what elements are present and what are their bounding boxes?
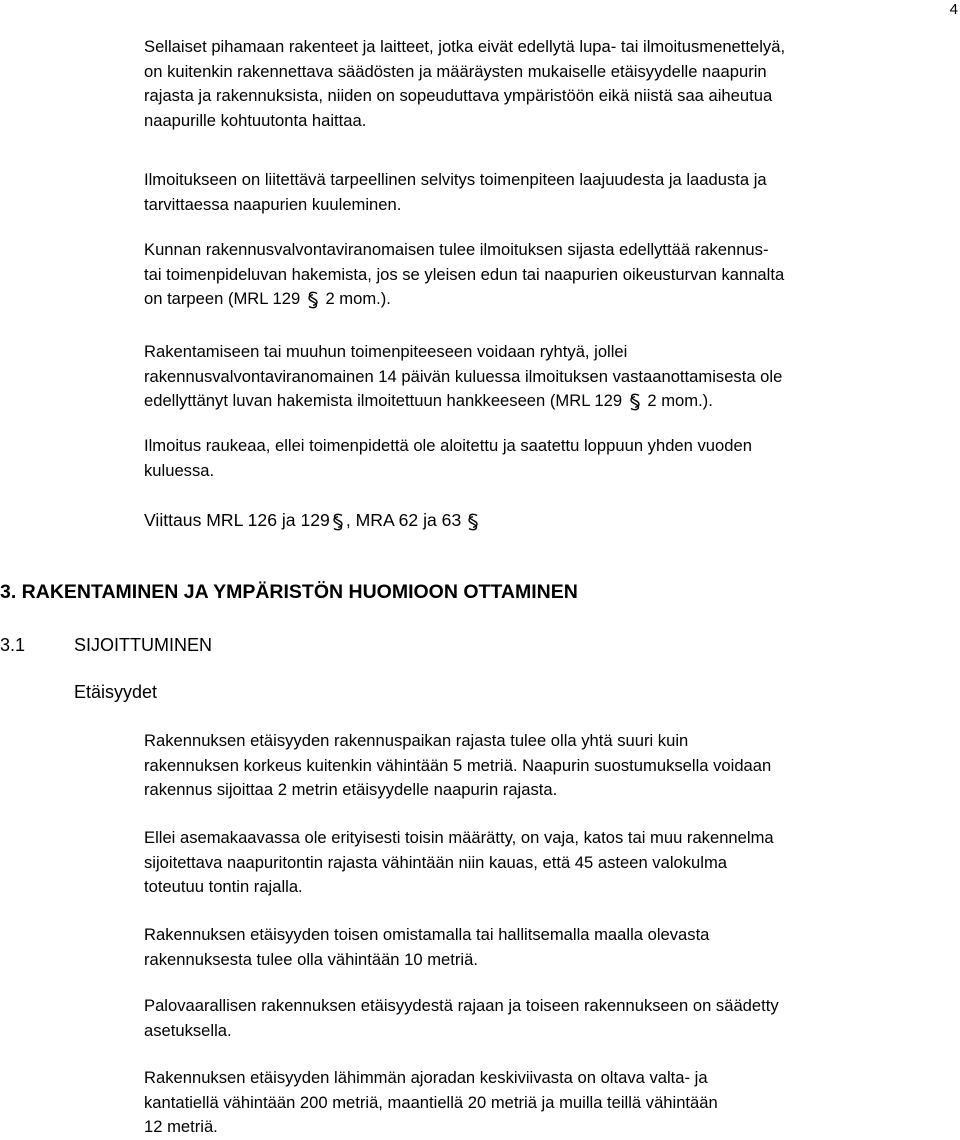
text-line: rakennus sijoittaa 2 metrin etäisyydelle naapurin rajasta. <box>144 780 558 799</box>
text-line: rakennuksesta tulee olla vähintään 10 metriä. <box>144 949 478 969</box>
text-line: kantatiellä vähintään 200 metriä, maantiellä 20 metriä ja muilla teillä vähintään <box>144 1092 718 1112</box>
section-sign-icon <box>332 513 344 531</box>
text-fragment: on tarpeen (MRL 129 <box>144 289 301 308</box>
section-sign-icon <box>467 513 479 531</box>
paragraph-boundary-distance <box>144 729 944 803</box>
text-line: Rakentamiseen tai muuhun toimenpiteeseen voidaan ryhtyä, jollei <box>144 342 628 361</box>
paragraph-road-distance <box>144 1066 944 1140</box>
text-line: tarvittaessa naapurien kuuleminen. <box>144 194 402 214</box>
text-line: Rakennuksen etäisyyden toisen omistamalla tai hallitsemalla maalla olevasta <box>144 925 710 944</box>
text-line: Rakennuksen etäisyyden lähimmän ajoradan keskiviivasta on oltava valta- ja <box>144 1068 708 1087</box>
reference-text: , MRA 62 ja 63 <box>345 510 462 530</box>
text-line: rakennuksen korkeus kuitenkin vähintään 5 metriä. Naapurin suostumuksella voidaan <box>144 755 772 775</box>
paragraph-start-construction <box>144 340 944 414</box>
text-fragment: 2 mom.). <box>647 391 713 410</box>
paragraph-notice-attachments <box>144 168 944 217</box>
text-fragment: 2 mom.). <box>325 289 391 308</box>
section-sign-icon <box>629 393 641 411</box>
subsection-number: 3.1 <box>0 635 26 655</box>
text-line: Rakennuksen etäisyyden rakennuspaikan rajasta tulee olla yhtä suuri kuin <box>144 731 689 750</box>
text-line: asetuksella. <box>144 1020 232 1040</box>
paragraph-permit-requirement <box>144 238 944 312</box>
text-line: kuluessa. <box>144 460 215 480</box>
text-line: sijoitettava naapuritontin rajasta vähintään niin kauas, että 45 asteen valokulma <box>144 852 727 872</box>
paragraph-shed-placement <box>144 826 944 900</box>
section-sign-icon <box>307 291 319 309</box>
text-line: rakennusvalvontaviranomainen 14 päivän kuluessa ilmoituksen vastaanottamisesta ole <box>144 366 783 386</box>
text-line: Ellei asemakaavassa ole erityisesti toisin määrätty, on vaja, katos tai muu rakennelma <box>144 828 774 847</box>
section-heading: 3. RAKENTAMINEN JA YMPÄRISTÖN HUOMIOON OTTAMINEN <box>0 581 578 603</box>
text-line: tai toimenpideluvan hakemista, jos se yleisen edun tai naapurien oikeusturvan kannalta <box>144 264 785 284</box>
text-line <box>144 287 944 312</box>
text-fragment: edellyttänyt luvan hakemista ilmoitettuun hankkeeseen (MRL 129 <box>144 391 623 410</box>
text-line: naapurille kohtuutonta haittaa. <box>144 110 367 130</box>
text-line: toteutuu tontin rajalla. <box>144 877 303 896</box>
sub-subsection-heading: Etäisyydet <box>74 682 158 702</box>
text-line: Ilmoitus raukeaa, ellei toimenpidettä ole aloitettu ja saatettu loppuun yhden vuoden <box>144 436 752 455</box>
text-line: rajasta ja rakennuksista, niiden on sopeuduttava ympäristöön eikä niistä saa aiheutua <box>144 86 773 105</box>
text-line: Ilmoitukseen on liitettävä tarpeellinen selvitys toimenpiteen laajuudesta ja laadusta ja <box>144 170 767 189</box>
text-line: Kunnan rakennusvalvontaviranomaisen tulee ilmoituksen sijasta edellyttää rakennus- <box>144 240 769 259</box>
text-line: Palovaarallisen rakennuksen etäisyydestä rajaan ja toiseen rakennukseen on säädetty <box>144 996 779 1015</box>
text-line: on kuitenkin rakennettava säädösten ja määräysten mukaiselle etäisyydelle naapurin <box>144 61 767 81</box>
subsection-title: SIJOITTUMINEN <box>74 635 212 655</box>
paragraph-other-owner-distance <box>144 923 944 972</box>
reference-line <box>144 508 481 533</box>
text-line: Sellaiset pihamaan rakenteet ja laitteet, jotka eivät edellytä lupa- tai ilmoitusmenettelyä, <box>144 37 786 56</box>
page-number: 4 <box>949 1 958 18</box>
paragraph-fire-hazard <box>144 994 944 1043</box>
subsection-heading <box>0 633 212 658</box>
paragraph-notice-expiry <box>144 434 944 483</box>
paragraph-yard-structures <box>144 35 944 133</box>
text-line: 12 metriä. <box>144 1117 218 1136</box>
text-line <box>144 389 944 414</box>
reference-text: Viittaus MRL 126 ja 129 <box>144 510 330 530</box>
